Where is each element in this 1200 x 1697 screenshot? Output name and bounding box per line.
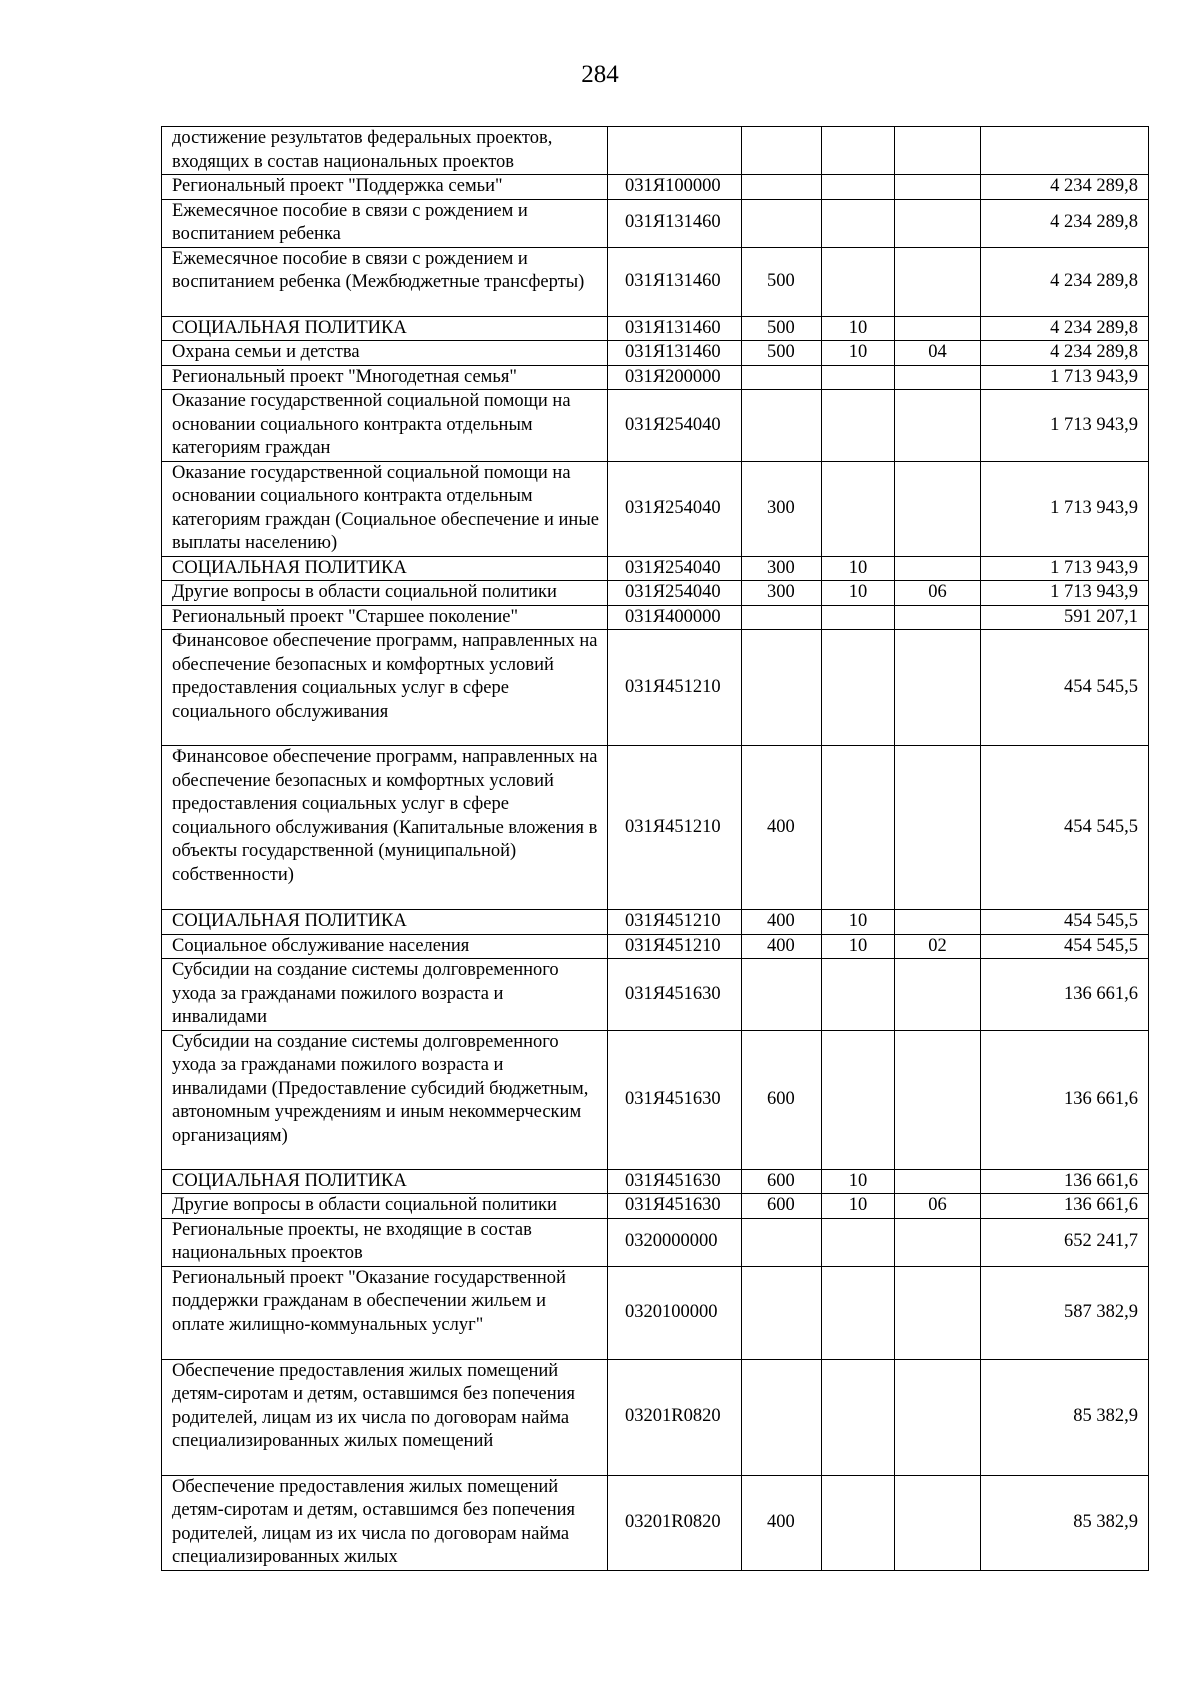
row-name: Ежемесячное пособие в связи с рождением и воспитанием ребенка (Межбюджетные трансферты) xyxy=(162,247,608,316)
row-name: Оказание государственной социальной помощи на основании социального контракта отдельным категориям граждан xyxy=(162,390,608,462)
row-name: СОЦИАЛЬНАЯ ПОЛИТИКА xyxy=(162,1169,608,1194)
row-subsection xyxy=(895,365,981,390)
row-amount: 454 545,5 xyxy=(981,630,1149,746)
table-row xyxy=(162,1169,1149,1194)
row-amount: 1 713 943,9 xyxy=(981,461,1149,556)
row-amount: 587 382,9 xyxy=(981,1266,1149,1359)
row-subsection xyxy=(895,605,981,630)
row-amount: 1 713 943,9 xyxy=(981,556,1149,581)
row-subsection: 02 xyxy=(895,934,981,959)
row-target-code: 031Я131460 xyxy=(608,316,742,341)
row-expense-type: 600 xyxy=(742,1030,822,1169)
row-section xyxy=(822,127,895,175)
row-expense-type xyxy=(742,630,822,746)
row-expense-type: 500 xyxy=(742,316,822,341)
row-subsection xyxy=(895,556,981,581)
table-row xyxy=(162,1359,1149,1475)
table-row xyxy=(162,556,1149,581)
row-target-code: 031Я254040 xyxy=(608,461,742,556)
row-target-code: 031Я254040 xyxy=(608,581,742,606)
row-subsection xyxy=(895,390,981,462)
row-subsection xyxy=(895,910,981,935)
row-section xyxy=(822,1218,895,1266)
row-subsection xyxy=(895,316,981,341)
table-row xyxy=(162,605,1149,630)
row-expense-type: 400 xyxy=(742,934,822,959)
row-name: Субсидии на создание системы долговременного ухода за гражданами пожилого возраста и инвалидами xyxy=(162,959,608,1031)
table-row xyxy=(162,127,1149,175)
row-expense-type xyxy=(742,1359,822,1475)
row-section: 10 xyxy=(822,910,895,935)
table-row xyxy=(162,1475,1149,1570)
row-target-code: 031Я254040 xyxy=(608,556,742,581)
row-amount: 4 234 289,8 xyxy=(981,341,1149,366)
row-amount: 136 661,6 xyxy=(981,1030,1149,1169)
table-row xyxy=(162,341,1149,366)
row-target-code xyxy=(608,127,742,175)
row-expense-type xyxy=(742,605,822,630)
row-expense-type: 300 xyxy=(742,581,822,606)
row-name: Региональный проект "Оказание государственной поддержки гражданам в обеспечении жильем и оплате жилищно-коммунальных услуг" xyxy=(162,1266,608,1359)
row-amount: 454 545,5 xyxy=(981,746,1149,910)
table-row xyxy=(162,1030,1149,1169)
row-amount: 454 545,5 xyxy=(981,910,1149,935)
row-subsection xyxy=(895,1030,981,1169)
row-amount: 85 382,9 xyxy=(981,1359,1149,1475)
table-row xyxy=(162,934,1149,959)
row-target-code: 031Я131460 xyxy=(608,199,742,247)
row-expense-type xyxy=(742,175,822,200)
row-section xyxy=(822,1266,895,1359)
row-expense-type xyxy=(742,199,822,247)
row-subsection xyxy=(895,199,981,247)
row-name: Обеспечение предоставления жилых помещений детям-сиротам и детям, оставшимся без попечения родителей, лицам из их числа по договорам найма специализированных жилых xyxy=(162,1475,608,1570)
row-amount: 136 661,6 xyxy=(981,959,1149,1031)
row-name: Другие вопросы в области социальной политики xyxy=(162,1194,608,1219)
row-amount: 4 234 289,8 xyxy=(981,175,1149,200)
row-amount xyxy=(981,127,1149,175)
row-amount: 652 241,7 xyxy=(981,1218,1149,1266)
row-target-code: 031Я451210 xyxy=(608,934,742,959)
row-section xyxy=(822,630,895,746)
row-subsection: 06 xyxy=(895,581,981,606)
row-amount: 4 234 289,8 xyxy=(981,247,1149,316)
row-subsection xyxy=(895,1266,981,1359)
row-name: Финансовое обеспечение программ, направленных на обеспечение безопасных и комфортных условий предоставления социальных услуг в сфере социального обслуживания xyxy=(162,630,608,746)
table-row xyxy=(162,959,1149,1031)
row-expense-type xyxy=(742,127,822,175)
row-amount: 136 661,6 xyxy=(981,1169,1149,1194)
row-expense-type: 600 xyxy=(742,1169,822,1194)
row-expense-type: 300 xyxy=(742,556,822,581)
table-row xyxy=(162,581,1149,606)
table-row xyxy=(162,316,1149,341)
row-expense-type: 400 xyxy=(742,910,822,935)
row-name: Субсидии на создание системы долговременного ухода за гражданами пожилого возраста и инвалидами (Предоставление субсидий бюджетным, автономным учреждениям и иным некоммерческим организациям) xyxy=(162,1030,608,1169)
row-expense-type: 300 xyxy=(742,461,822,556)
row-amount: 136 661,6 xyxy=(981,1194,1149,1219)
row-amount: 591 207,1 xyxy=(981,605,1149,630)
row-section: 10 xyxy=(822,934,895,959)
row-name: Региональный проект "Поддержка семьи" xyxy=(162,175,608,200)
row-target-code: 031Я100000 xyxy=(608,175,742,200)
row-subsection xyxy=(895,461,981,556)
row-name: Социальное обслуживание населения xyxy=(162,934,608,959)
table-row xyxy=(162,1194,1149,1219)
row-amount: 1 713 943,9 xyxy=(981,390,1149,462)
row-expense-type xyxy=(742,390,822,462)
row-subsection xyxy=(895,175,981,200)
table-row xyxy=(162,175,1149,200)
row-section xyxy=(822,959,895,1031)
row-section xyxy=(822,390,895,462)
row-subsection xyxy=(895,1218,981,1266)
table-body xyxy=(162,127,1149,1571)
row-expense-type: 500 xyxy=(742,341,822,366)
table-row xyxy=(162,1266,1149,1359)
row-target-code: 0320000000 xyxy=(608,1218,742,1266)
row-target-code: 031Я451210 xyxy=(608,746,742,910)
budget-table xyxy=(161,126,1149,1571)
table-row xyxy=(162,199,1149,247)
row-subsection xyxy=(895,959,981,1031)
row-section xyxy=(822,461,895,556)
row-target-code: 03201R0820 xyxy=(608,1475,742,1570)
table-row xyxy=(162,910,1149,935)
row-section xyxy=(822,199,895,247)
row-section xyxy=(822,1030,895,1169)
row-name: СОЦИАЛЬНАЯ ПОЛИТИКА xyxy=(162,910,608,935)
row-expense-type: 400 xyxy=(742,1475,822,1570)
row-target-code: 031Я451210 xyxy=(608,910,742,935)
row-name: Ежемесячное пособие в связи с рождением и воспитанием ребенка xyxy=(162,199,608,247)
row-section xyxy=(822,1359,895,1475)
row-subsection: 06 xyxy=(895,1194,981,1219)
row-subsection xyxy=(895,746,981,910)
row-target-code: 031Я451630 xyxy=(608,1194,742,1219)
row-amount: 1 713 943,9 xyxy=(981,365,1149,390)
row-subsection: 04 xyxy=(895,341,981,366)
row-amount: 4 234 289,8 xyxy=(981,316,1149,341)
row-target-code: 031Я131460 xyxy=(608,341,742,366)
row-target-code: 031Я451630 xyxy=(608,1169,742,1194)
row-subsection xyxy=(895,247,981,316)
row-target-code: 031Я400000 xyxy=(608,605,742,630)
row-section: 10 xyxy=(822,1194,895,1219)
row-target-code: 031Я451630 xyxy=(608,959,742,1031)
row-name: СОЦИАЛЬНАЯ ПОЛИТИКА xyxy=(162,316,608,341)
table-row xyxy=(162,365,1149,390)
row-section: 10 xyxy=(822,316,895,341)
row-expense-type xyxy=(742,1266,822,1359)
row-section xyxy=(822,247,895,316)
row-name: Региональный проект "Многодетная семья" xyxy=(162,365,608,390)
row-expense-type: 400 xyxy=(742,746,822,910)
row-target-code: 031Я254040 xyxy=(608,390,742,462)
row-name: Оказание государственной социальной помощи на основании социального контракта отдельным категориям граждан (Социальное обеспечение и иные выплаты населению) xyxy=(162,461,608,556)
row-name: достижение результатов федеральных проектов, входящих в состав национальных проектов xyxy=(162,127,608,175)
row-subsection xyxy=(895,630,981,746)
row-expense-type xyxy=(742,365,822,390)
row-amount: 454 545,5 xyxy=(981,934,1149,959)
row-target-code: 031Я451210 xyxy=(608,630,742,746)
row-subsection xyxy=(895,1169,981,1194)
row-name: Охрана семьи и детства xyxy=(162,341,608,366)
row-section: 10 xyxy=(822,1169,895,1194)
row-subsection xyxy=(895,1475,981,1570)
table-row xyxy=(162,1218,1149,1266)
row-target-code: 0320100000 xyxy=(608,1266,742,1359)
row-section: 10 xyxy=(822,341,895,366)
row-name: СОЦИАЛЬНАЯ ПОЛИТИКА xyxy=(162,556,608,581)
table-row xyxy=(162,630,1149,746)
row-section xyxy=(822,746,895,910)
row-name: Финансовое обеспечение программ, направленных на обеспечение безопасных и комфортных условий предоставления социальных услуг в сфере социального обслуживания (Капитальные вложения в объекты государственной (муниципальной) собственности) xyxy=(162,746,608,910)
row-subsection xyxy=(895,127,981,175)
row-section: 10 xyxy=(822,581,895,606)
row-section xyxy=(822,1475,895,1570)
row-expense-type: 500 xyxy=(742,247,822,316)
row-subsection xyxy=(895,1359,981,1475)
row-expense-type: 600 xyxy=(742,1194,822,1219)
row-name: Обеспечение предоставления жилых помещений детям-сиротам и детям, оставшимся без попечения родителей, лицам из их числа по договорам найма специализированных жилых помещений xyxy=(162,1359,608,1475)
page-number: 284 xyxy=(581,61,619,88)
row-name: Региональный проект "Старшее поколение" xyxy=(162,605,608,630)
table-row xyxy=(162,461,1149,556)
table-row xyxy=(162,390,1149,462)
row-target-code: 031Я451630 xyxy=(608,1030,742,1169)
row-section: 10 xyxy=(822,556,895,581)
row-section xyxy=(822,365,895,390)
row-name: Другие вопросы в области социальной политики xyxy=(162,581,608,606)
table-row xyxy=(162,746,1149,910)
row-target-code: 03201R0820 xyxy=(608,1359,742,1475)
row-amount: 1 713 943,9 xyxy=(981,581,1149,606)
row-expense-type xyxy=(742,1218,822,1266)
table-row xyxy=(162,247,1149,316)
row-section xyxy=(822,605,895,630)
row-target-code: 031Я200000 xyxy=(608,365,742,390)
row-name: Региональные проекты, не входящие в состав национальных проектов xyxy=(162,1218,608,1266)
row-section xyxy=(822,175,895,200)
row-target-code: 031Я131460 xyxy=(608,247,742,316)
row-amount: 85 382,9 xyxy=(981,1475,1149,1570)
row-expense-type xyxy=(742,959,822,1031)
row-amount: 4 234 289,8 xyxy=(981,199,1149,247)
